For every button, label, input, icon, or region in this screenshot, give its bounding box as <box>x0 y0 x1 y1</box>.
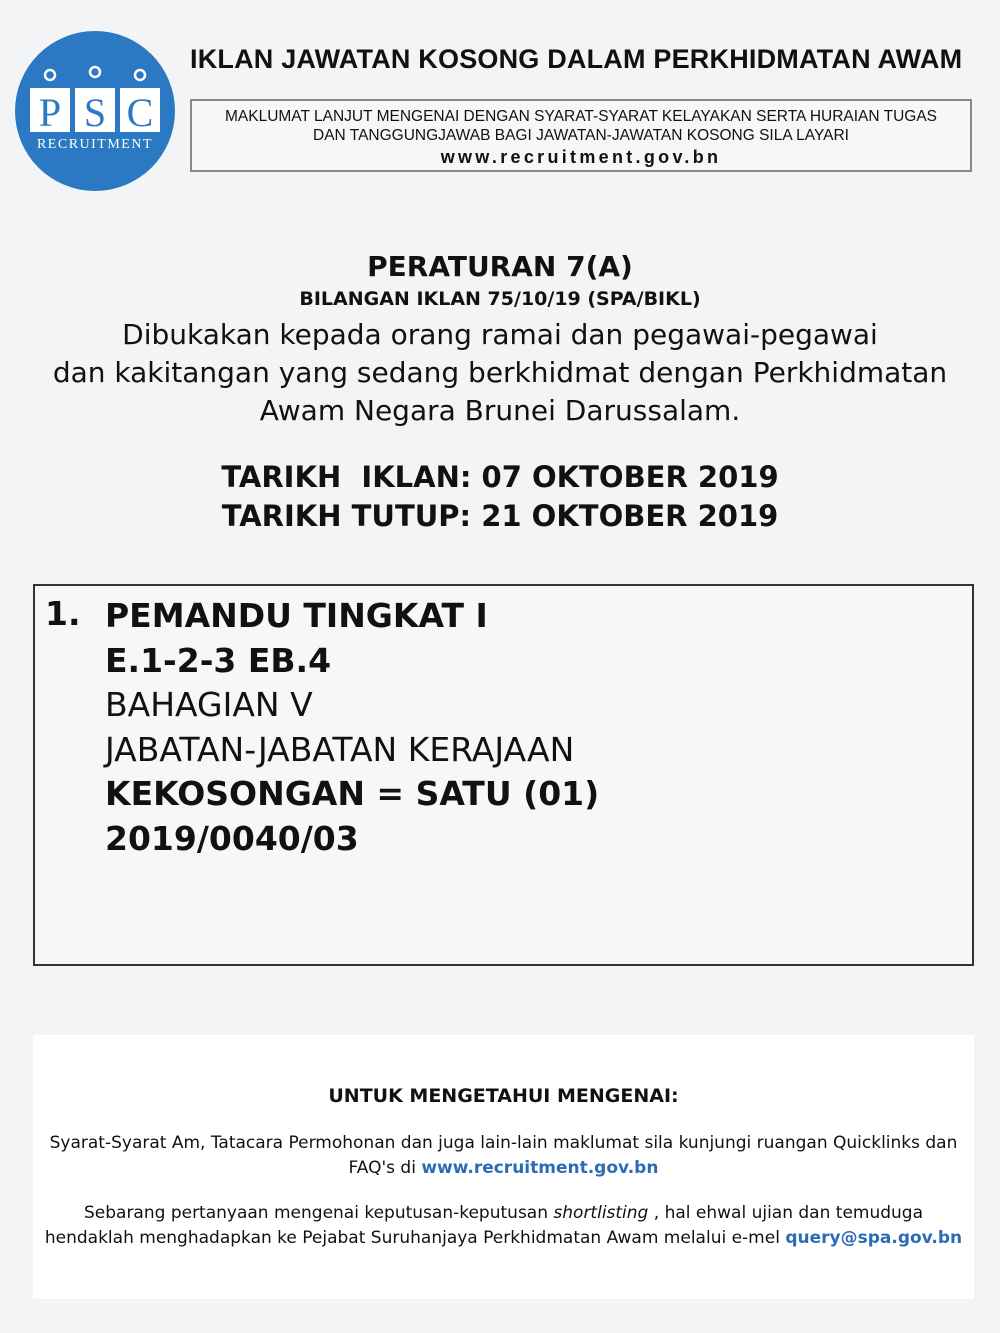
dates-block <box>0 458 1000 536</box>
logo-word: RECRUITMENT <box>36 137 154 152</box>
ad-number: BILANGAN IKLAN 75/10/19 (SPA/BIKL) <box>299 288 701 310</box>
ad-date: TARIKH IKLAN: 07 OKTOBER 2019 <box>221 460 779 494</box>
logo-letter-p: P <box>38 90 62 135</box>
footer-p2-suffix: , hal ehwal ujian dan temuduga <box>648 1203 924 1223</box>
vacancy-title: PEMANDU TINGKAT I <box>105 596 488 635</box>
vacancy-department: JABATAN-JABATAN KERAJAAN <box>105 729 575 769</box>
recruitment-link[interactable]: www.recruitment.gov.bn <box>421 1158 659 1178</box>
logo-letter-s: S <box>83 90 107 135</box>
intro-line-1: Dibukakan kepada orang ramai dan pegawai-pegawai <box>122 318 878 351</box>
footer-box <box>33 1035 974 1299</box>
footer-heading: UNTUK MENGETAHUI MENGENAI: <box>328 1085 679 1107</box>
footer-p1-prefix: FAQ's di <box>348 1158 422 1178</box>
psc-recruitment-logo <box>12 30 178 192</box>
footer-p2-italic: shortlisting <box>553 1203 649 1223</box>
intro-line-3: Awam Negara Brunei Darussalam. <box>259 394 741 427</box>
info-line-1: MAKLUMAT LANJUT MENGENAI DENGAN SYARAT-SYARAT KELAYAKAN SERTA HURAIAN TUGAS <box>224 108 938 125</box>
vacancy-number: 1. <box>45 594 81 633</box>
page-title: IKLAN JAWATAN KOSONG DALAM PERKHIDMATAN AWAM <box>190 44 963 74</box>
intro-line-2: dan kakitangan yang sedang berkhidmat dengan Perkhidmatan <box>52 356 948 389</box>
vacancy-reference: 2019/0040/03 <box>105 818 359 858</box>
vacancy-division: BAHAGIAN V <box>105 685 313 724</box>
footer-paragraph-2 <box>33 1201 974 1251</box>
email-link[interactable]: query@spa.gov.bn <box>785 1228 963 1248</box>
vacancy-grade: E.1-2-3 EB.4 <box>105 640 332 680</box>
regulation-heading: PERATURAN 7(A) <box>367 250 633 283</box>
info-line-2: DAN TANGGUNGJAWAB BAGI JAWATAN-JAWATAN KOSONG SILA LAYARI <box>313 127 849 144</box>
footer-paragraph-1 <box>33 1131 974 1181</box>
footer-p1-line-1: Syarat-Syarat Am, Tatacara Permohonan dan juga lain-lain maklumat sila kunjungi ruangan Quicklinks dan <box>49 1133 958 1153</box>
vacancy-box <box>33 584 974 966</box>
close-date: TARIKH TUTUP: 21 OKTOBER 2019 <box>221 499 779 533</box>
vacancy-count: KEKOSONGAN = SATU (01) <box>105 774 600 813</box>
footer-p2-prefix: Sebarang pertanyaan mengenai keputusan-keputusan <box>83 1203 554 1223</box>
footer-p2-line-2: hendaklah menghadapkan ke Pejabat Suruhanjaya Perkhidmatan Awam melalui e-mel <box>44 1228 786 1248</box>
intro-text <box>0 316 1000 430</box>
logo-letter-c: C <box>126 90 154 135</box>
info-url: www.recruitment.gov.bn <box>440 147 722 167</box>
info-box <box>190 99 972 172</box>
